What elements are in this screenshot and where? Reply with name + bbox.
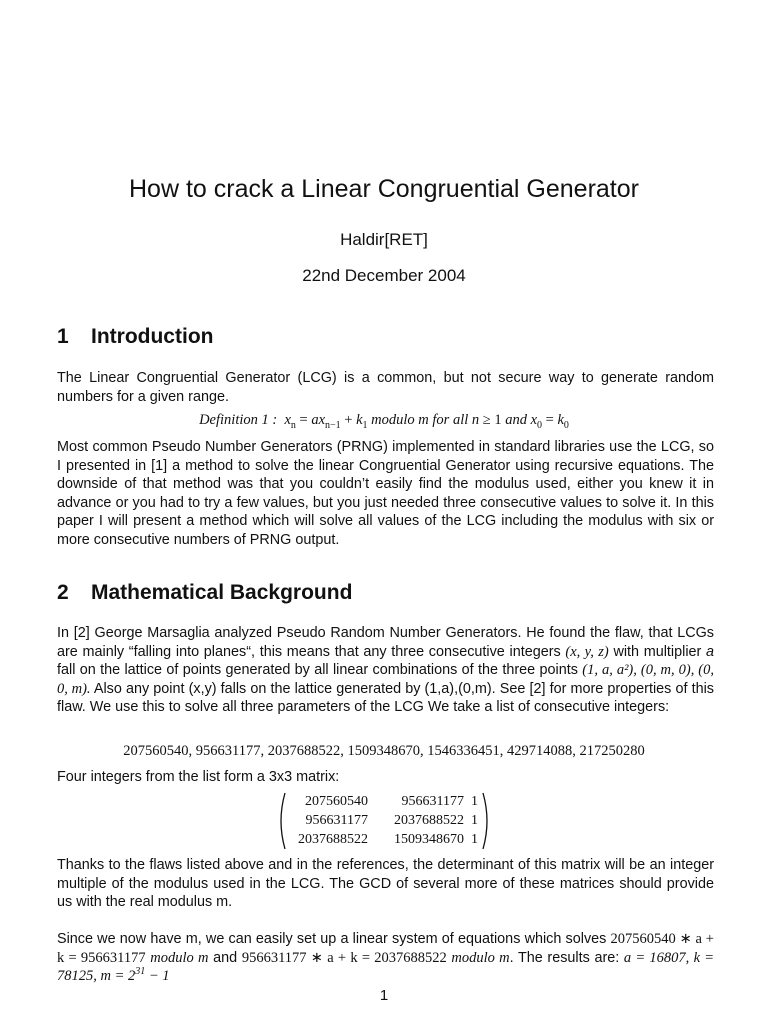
matrix-cell: 2037688522 <box>298 832 368 847</box>
results: a = 16807, k = 78125, $m = 2^{31} - 1$ <box>57 949 715 985</box>
matrix-cell: 1509348670 <box>394 832 464 847</box>
matrix-cell: 1 <box>471 832 478 847</box>
background-paragraph-2: Thanks to the flaws listed above and in the references, the determinant of this matrix will be an integer multiple of the modulus used in the LCG. The GCD of several more of these matrices should provide us with the real modulus m. <box>57 857 714 911</box>
section-title: Mathematical Background <box>91 581 353 604</box>
equation-2: 956631177 ∗ a + k = 2037688522 <box>241 949 447 966</box>
right-parenthesis <box>482 792 492 850</box>
intro-paragraph-2: Most common Pseudo Number Generators (PRNG) implemented in standard libraries use the LCG, so I presented in [1] a method to solve the linear Congruential Generator using recursive equations. The downside of that method was that you couldn’t easily find the modulus used, either you knew it in advance or you had to try a few values, but you just needed three consecutive values to solve it. In this paper I will present a method which will solve all values of the LCG including the modulus with six or more consecutive numbers of PRNG output. <box>57 439 714 548</box>
definition-label: Definition 1 : <box>199 412 278 428</box>
section-heading-introduction <box>57 325 213 349</box>
matrix-cell: 1 <box>471 794 478 809</box>
section-title: Introduction <box>91 325 214 348</box>
background-paragraph-3: Since we now have m, we can easily set up a linear system of equations which solves 207560540 ∗ a + k = 956631177 modulo m and 956631177 ∗ a + k = 2037688522 modulo m. The results are: a = 16807, k = 78125, $m = 2^{31} - 1$ <box>57 931 715 985</box>
intro-paragraph-1: The Linear Congruential Generator (LCG) is a common, but not secure way to generate random numbers for a given range. <box>57 370 714 405</box>
background-paragraph-1: In [2] George Marsaglia analyzed Pseudo Random Number Generators. He found the flaw, that LCGs are mainly “falling into planes“, this means that any three consecutive integers (x, y, z) with multiplier a fall on the lattice of points generated by all linear combinations of the three points (1, a, a²), (0, m, 0), (0, 0, m). Also any point (x,y) falls on the lattice generated by (1,a),(0,m). See [2] for more properties of this flaw. We use this to solve all three parameters of the LCG We take a list of consecutive integers: <box>57 625 715 716</box>
section-number: 2 <box>57 581 69 604</box>
definition-for-all: for all <box>432 412 469 428</box>
matrix-3x3 <box>276 792 492 850</box>
page-number: 1 <box>379 987 389 1004</box>
matrix-cell: 956631177 <box>401 794 464 809</box>
matrix-cell: 956631177 <box>305 813 368 828</box>
definition-formula-start: x <box>284 412 291 428</box>
lattice-points: (1, a, a²), (0, m, 0), (0, 0, m). <box>57 662 715 697</box>
section-number: 1 <box>57 325 69 348</box>
definition-1: Definition 1 : $x_n = ax_{n-1} + k_1$ modulo m for all n ≥ 1 and $x_0 = k_0$ <box>199 412 569 431</box>
matrix-cell: 2037688522 <box>394 813 464 828</box>
paper-date: 22nd December 2004 <box>302 266 466 285</box>
consecutive-integers-list: 207560540, 956631177, 2037688522, 1509348670, 1546336451, 429714088, 217250280 <box>123 743 645 759</box>
equation-1: 207560540 ∗ a + k = 956631177 <box>57 931 714 966</box>
matrix-cell: 1 <box>471 813 478 828</box>
xyz-tuple: (x, y, z) <box>565 643 609 660</box>
matrix-cell: 207560540 <box>305 794 368 809</box>
paper-title: How to crack a Linear Congruential Generator <box>129 175 639 203</box>
section-heading-mathematical-background <box>57 581 352 605</box>
multiplier-symbol: a <box>706 643 715 660</box>
paper-author: Haldir[RET] <box>340 230 428 249</box>
definition-and: and <box>505 412 527 428</box>
four-integers-text: Four integers from the list form a 3x3 matrix: <box>57 769 340 785</box>
left-parenthesis <box>276 792 286 850</box>
